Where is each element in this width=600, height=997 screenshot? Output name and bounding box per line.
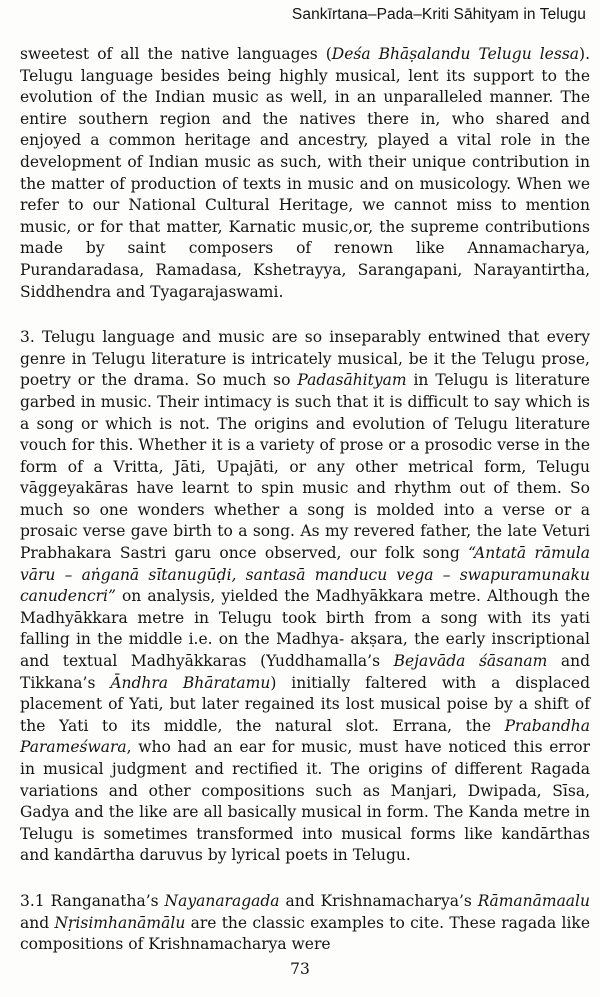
text-run: on analysis, yielded the Madhyākkara metre. Although the Madhyākkara metre in Telugu took birth from a song with its yati falling in the middle i.e. on the Madhya- akṣara, the early inscriptional and textual Madhyākkaras (Yuddhamalla’s: [20, 587, 590, 671]
italic-term: Āndhra Bhāratamu: [110, 673, 271, 692]
text-run: and: [20, 913, 55, 932]
italic-term: Nṛisimhanāmālu: [54, 913, 186, 932]
page-number: 73: [290, 960, 310, 978]
text-run: in Telugu is literature garbed in music. Their intimacy is such that it is difficult to say which is a song or which is not. The origins and evolution of Telugu literature vouch for this. Whether it is a variety of prose or a prosodic verse in the form of a Vritta, Jāti, Upajāti, or any other metrical form, Telugu vāggeyakāras have learnt to spin music and rhythm out of them. So much so one wonders whether a song is molded into a verse or a prosaic verse gave birth to a song. As my revered father, the late Veturi Prabhakara Sastri garu once observed, our folk song: [20, 371, 590, 563]
italic-term: Nayanaragada: [164, 891, 280, 910]
body-text: [20, 44, 590, 980]
text-run: are the classic examples to cite. These ragada like compositions of Krishnamacharya were: [20, 913, 590, 954]
italic-term: “Antatā rāmula vāru – aṅganā sītanugūḍi, santasā manducu vega – swapuramunaku canudencri”: [20, 544, 590, 606]
text-run: and Krishnamacharya’s: [279, 891, 478, 910]
text-run: 3. Telugu language and music are so inseparably entwined that every genre in Telugu literature is intricately musical, be it the Telugu prose, poetry or the drama. So much so: [20, 328, 590, 390]
italic-term: Prabandha Parameśwara: [20, 716, 590, 757]
italic-term: Bejavāda śāsanam: [393, 652, 548, 671]
italic-term: Deśa Bhāṣalandu Telugu lessa: [331, 45, 580, 63]
text-run: sweetest of all the native languages (: [20, 45, 332, 63]
text-run: ) initially faltered with a displaced placement of Yati, but later regained its lost musical poise by a shift of the Yati to its middle, the natural slot. Errana, the: [20, 673, 591, 735]
text-run: 3.1 Ranganatha’s: [20, 891, 165, 910]
paragraph-2: [20, 327, 590, 867]
text-run: ). Telugu language besides being highly musical, lent its support to the evolution of the Indian music as well, in an unparalleled manner. The entire southern region and the natives there in, who shared and enjoyed a common heritage and ancestry, played a vital role in the development of Indian music as such, with their unique contribution in the matter of production of texts in music and on musicology. When we refer to our National Cultural Heritage, we cannot miss to mention music, or for that matter, Karnatic music,or, the supreme contributions made by saint composers of renown like Annamacharya, Purandaradasa, Ramadasa, Kshetrayya, Sarangapani, Narayantirtha, Siddhendra and Tyagarajaswami.: [20, 45, 590, 301]
text-run: , who had an ear for music, must have noticed this error in musical judgment and rectified it. The origins of different Ragada variations and other compositions such as Manjari, Dwipada, Sīsa, Gadya and the like are all basically musical in form. The Kanda metre in Telugu is sometimes transformed into musical forms like kandārthas and kandārtha daruvus by lyrical poets in Telugu.: [20, 738, 590, 865]
italic-term: Rāmanāmaalu: [477, 891, 590, 910]
italic-term: Padasāhityam: [297, 371, 407, 390]
paragraph-3: [20, 891, 590, 956]
paragraph-1: [20, 44, 590, 303]
text-run: and Tikkana’s: [20, 652, 591, 692]
running-head: Sankīrtana–Pada–Kriti Sāhityam in Telugu: [291, 6, 586, 23]
